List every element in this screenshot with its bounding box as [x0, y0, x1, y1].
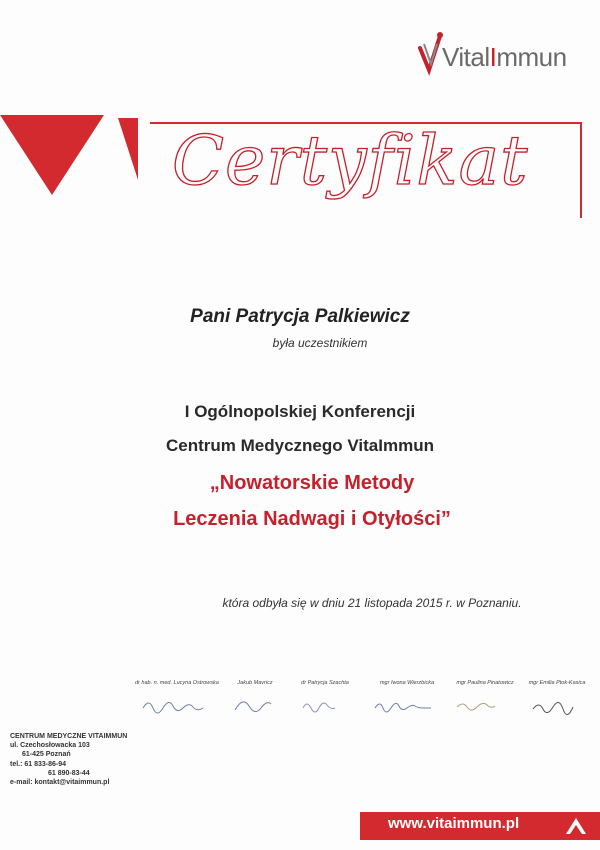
banner-right-line	[580, 122, 582, 218]
signature-block	[445, 680, 525, 720]
handwritten-signature	[285, 694, 365, 716]
city-address: 61-425 Poznań	[22, 751, 71, 759]
signature-block	[285, 680, 365, 720]
signatory-name: mgr Iwona Wierzbicka	[379, 680, 435, 686]
logo-wordmark-prefix: Vital	[442, 42, 490, 72]
logo-wordmark-suffix: mmun	[496, 42, 567, 72]
banner-right-triangle	[118, 118, 138, 180]
footer-triangle-inner	[570, 825, 582, 834]
handwritten-signature	[445, 694, 525, 716]
signatory-name: Jakub Mavricz	[237, 680, 273, 686]
conference-line-2: Centrum Medycznego VitaImmun	[166, 436, 434, 455]
phone-1: tel.: 61 833-86-94	[10, 760, 67, 768]
recipient-name: Pani Patrycja Palkiewicz	[190, 306, 410, 327]
signatures-row	[135, 680, 586, 720]
signature-block	[367, 680, 447, 720]
topic-line-2: Leczenia Nadwagi i Otyłości”	[173, 508, 451, 530]
signatory-name: mgr Paulina Pinatowicz	[456, 680, 514, 686]
handwritten-signature	[367, 694, 447, 716]
company-name: CENTRUM MEDYCZNE VITAIMMUN	[10, 733, 128, 740]
phone-2: 61 890-83-44	[48, 769, 90, 777]
email-address: e-mail: kontakt@vitaimmun.pl	[10, 779, 110, 787]
logo-v-mark-icon	[412, 30, 446, 78]
handwritten-signature	[135, 694, 215, 716]
signature-block	[215, 680, 295, 720]
logo-wordmark	[442, 42, 567, 73]
certificate-title: Certyfikat	[172, 122, 529, 201]
event-date-text: która odbyła się w dniu 21 listopada 2015 r. w Poznaniu.	[222, 596, 522, 610]
signatory-name: mgr Emilia Ptok-Kasica	[528, 680, 586, 686]
signatory-name: dr hab. n. med. Lucyna Ostrowska	[135, 680, 219, 686]
signature-block	[135, 680, 219, 720]
signature-block	[517, 680, 597, 720]
contact-address-block	[10, 732, 127, 787]
website-url: www.vitaimmun.pl	[388, 815, 520, 832]
participant-role: była uczestnikiem	[272, 336, 368, 350]
street-address: ul. Czechosłowacka 103	[10, 742, 90, 750]
logo-wordmark-i: I	[489, 42, 497, 72]
banner-left-triangle	[0, 115, 104, 195]
conference-line-1: I Ogólnopolskiej Konferencji	[184, 402, 416, 421]
vitaimmun-logo	[412, 30, 572, 78]
handwritten-signature	[517, 694, 597, 716]
topic-line-1: „Nowatorskie Metody	[209, 472, 415, 494]
signatory-name: dr Patrycja Szachta	[301, 680, 349, 686]
handwritten-signature	[215, 694, 295, 716]
